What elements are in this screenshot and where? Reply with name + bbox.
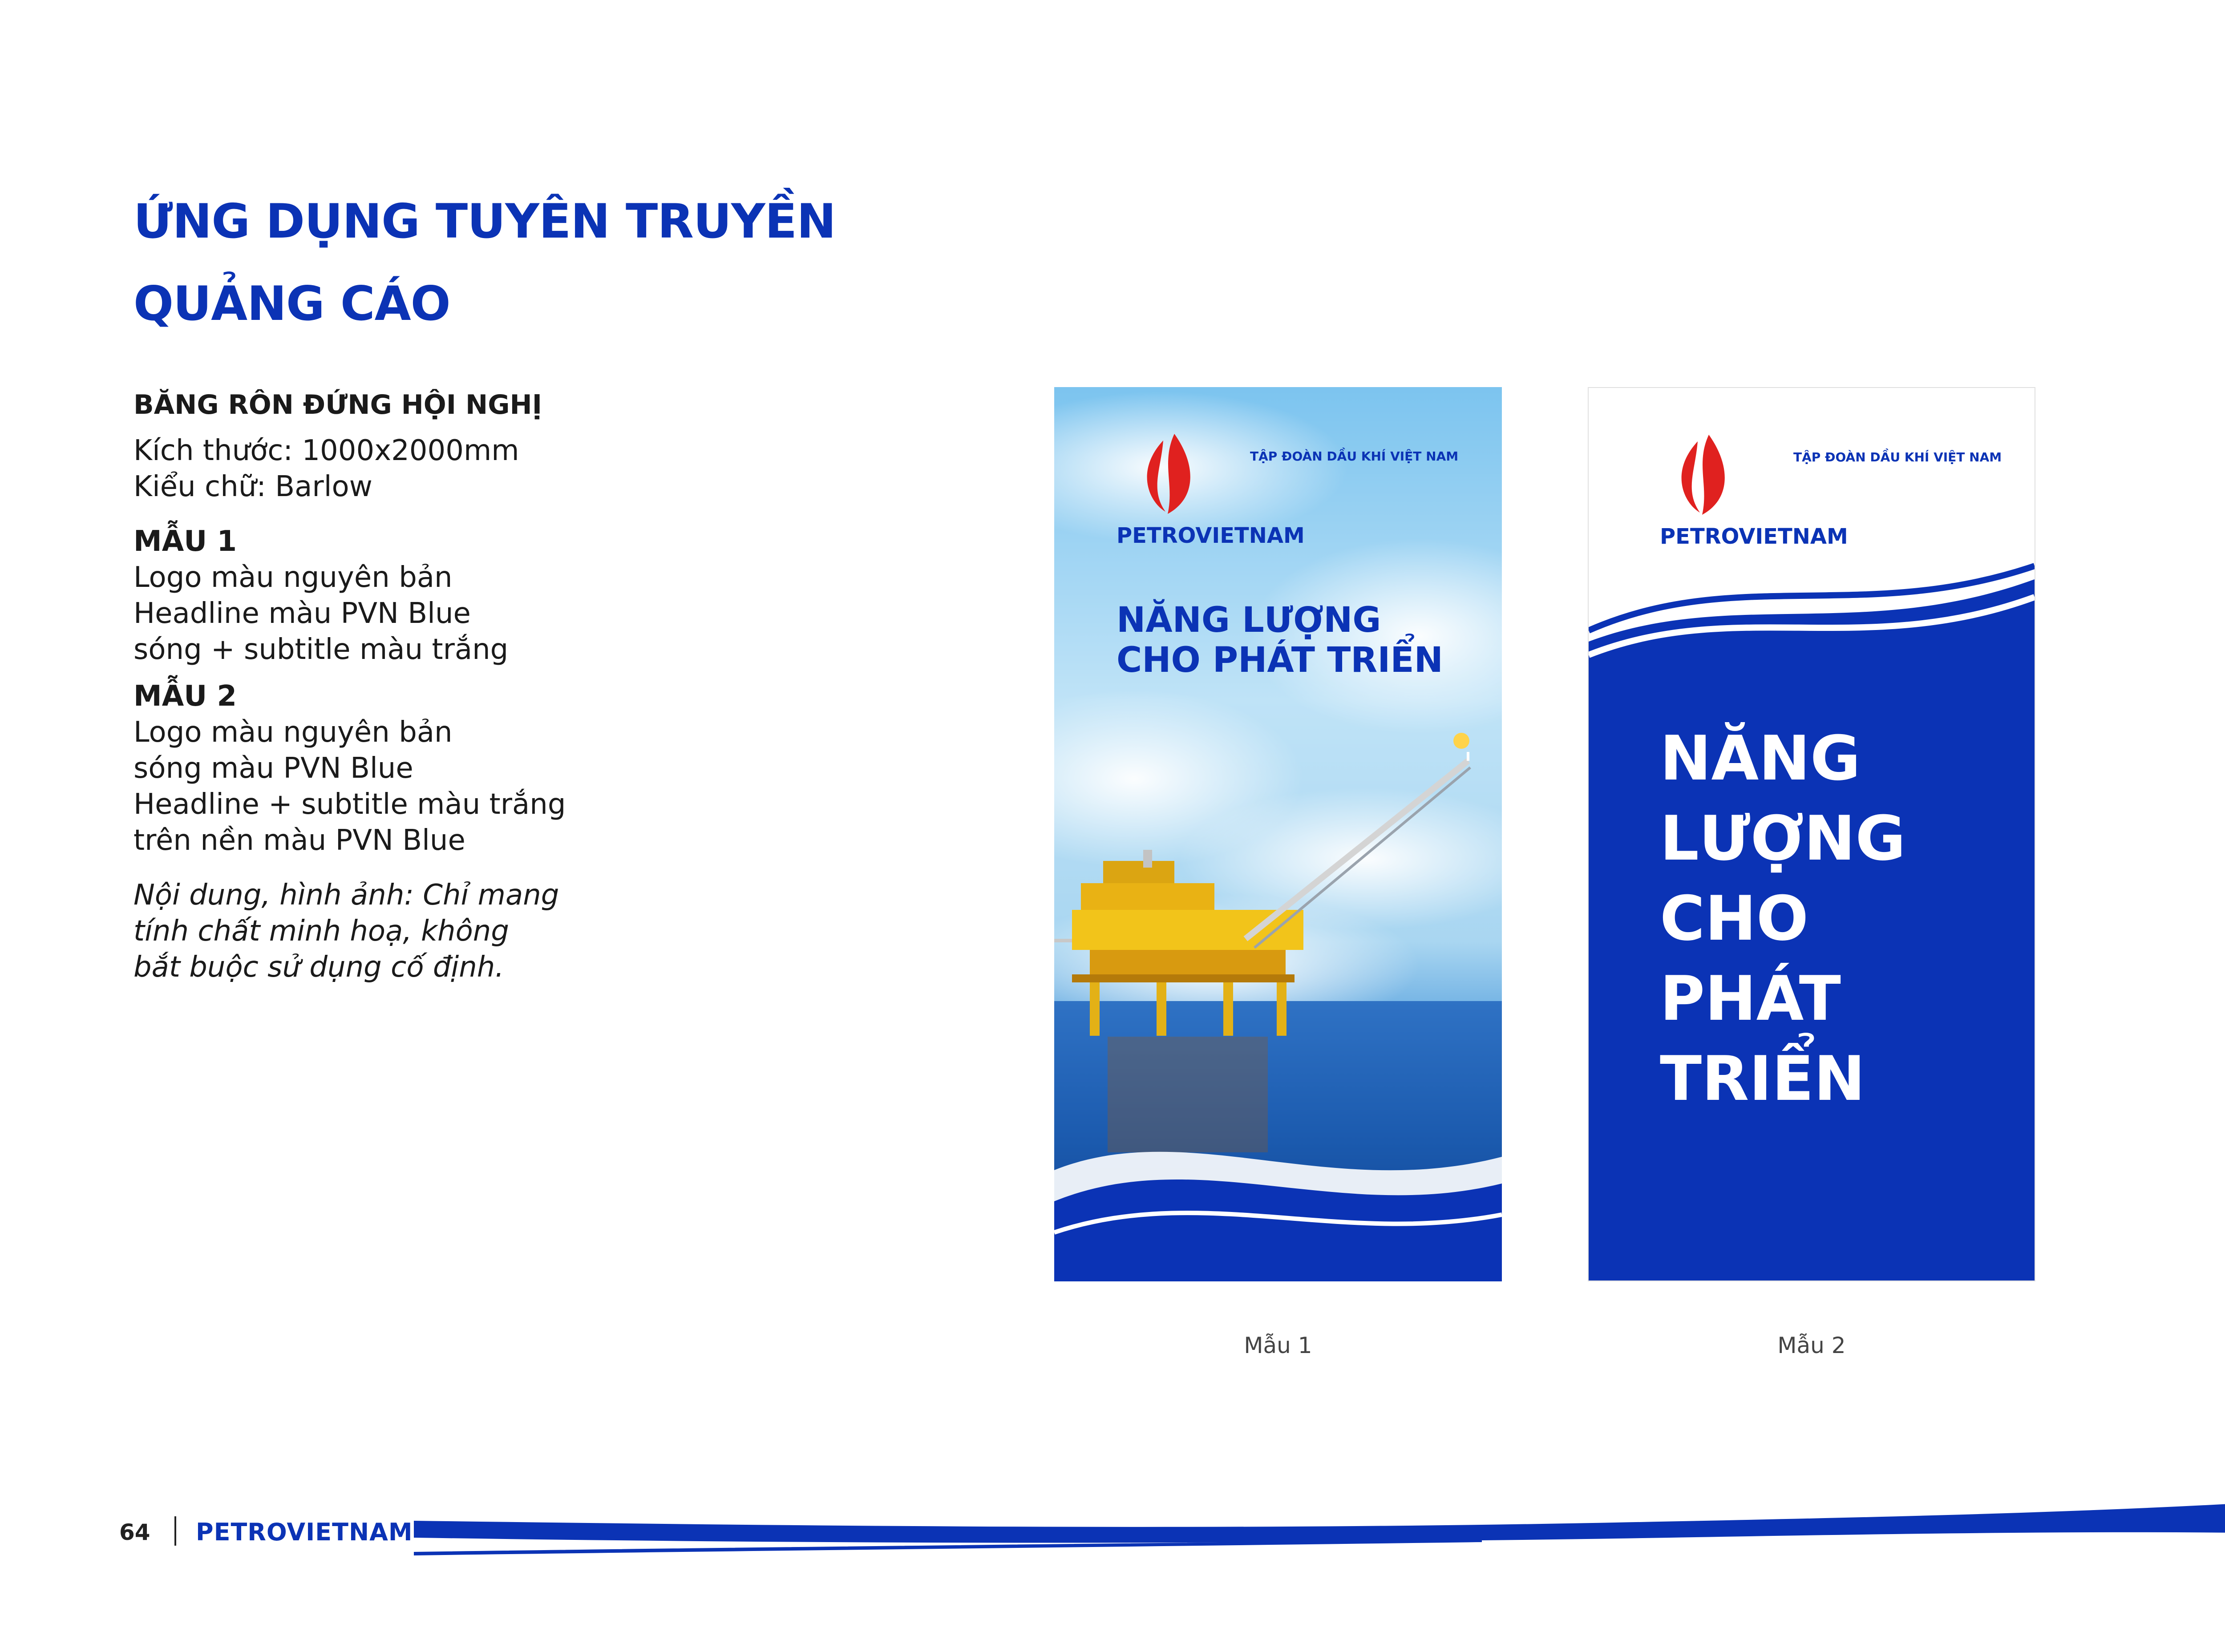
sample2-heading: MẪU 2 (134, 680, 237, 713)
sample1-line: Logo màu nguyên bản (134, 561, 453, 594)
banner-sample-1 (1054, 387, 1502, 1281)
sample2-line: Headline + subtitle màu trắng (134, 788, 566, 821)
logo-text: PETROVIETNAM (1117, 523, 1305, 548)
note-line: bắt buộc sử dụng cố định. (134, 951, 504, 984)
note-line: Nội dung, hình ảnh: Chỉ mang (134, 879, 559, 912)
banner2-artwork (1589, 388, 2035, 1280)
sample2-line: trên nền màu PVN Blue (134, 824, 465, 857)
spec-size: Kích thước: 1000x2000mm (134, 434, 519, 467)
sample1-heading: MẪU 1 (134, 525, 237, 558)
sample1-line: sóng + subtitle màu trắng (134, 633, 509, 666)
platform-reflection (1108, 1037, 1268, 1152)
sample2-line: Logo màu nguyên bản (134, 716, 453, 749)
headline-line: LƯỢNG (1660, 803, 1906, 874)
banner1-caption: Mẫu 1 (1244, 1333, 1312, 1358)
group-name: TẬP ĐOÀN DẦU KHÍ VIỆT NAM (1250, 449, 1459, 464)
sample1-line: Headline màu PVN Blue (134, 597, 471, 630)
banner1-artwork (1054, 387, 1502, 1281)
page-title (134, 180, 890, 345)
footer-brand: PETROVIETNAM (196, 1518, 413, 1546)
blue-background (1589, 579, 2035, 1280)
banner-description (134, 387, 566, 986)
headline-line: CHO (1660, 883, 1809, 954)
headline-line: CHO PHÁT TRIỂN (1117, 640, 1443, 680)
headline-line: NĂNG LƯỢNG (1117, 600, 1381, 640)
wave-decoration (1054, 1179, 1502, 1281)
footer-wave-decoration (414, 1482, 2225, 1571)
headline-line: TRIỂN (1660, 1043, 1865, 1115)
page-title-line-2: QUẢNG CÁO (134, 276, 450, 331)
page-title-line-1: ỨNG DỤNG TUYÊN TRUYỀN (134, 194, 836, 249)
section-heading: BĂNG RÔN ĐỨNG HỘI NGHỊ (134, 389, 542, 420)
note-line: tính chất minh hoạ, không (134, 915, 509, 948)
spec-font: Kiểu chữ: Barlow (134, 470, 372, 503)
banner-sample-2 (1588, 387, 2035, 1281)
group-name: TẬP ĐOÀN DẦU KHÍ VIỆT NAM (1793, 450, 2002, 464)
sample2-line: sóng màu PVN Blue (134, 752, 413, 785)
page-number: 64 (119, 1519, 150, 1545)
headline-line: PHÁT (1660, 963, 1841, 1034)
footer-divider (174, 1516, 176, 1546)
banner2-caption: Mẫu 2 (1777, 1333, 1846, 1358)
headline-line: NĂNG (1660, 723, 1861, 794)
logo-text: PETROVIETNAM (1660, 524, 1848, 549)
